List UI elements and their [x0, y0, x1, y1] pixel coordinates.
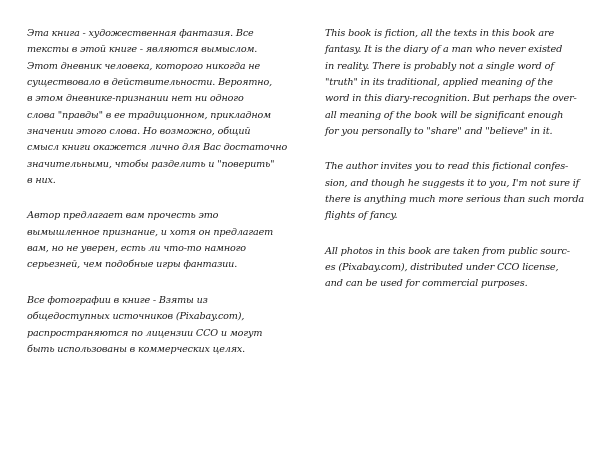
left-paragraph-author-invitation: Автор предлагает вам прочесть это вымышленное признание, и хотя он предлагает вам, но не уверен, есть ли что-то намного серьезней, чем подобные игры фантазии. — [27, 210, 274, 271]
right-paragraph-photo-license: All photos in this book are taken from public sourc- es (Pixabay.com), distributed under CCO license, and can be used for commercial purposes. — [325, 245, 570, 290]
right-paragraph-author-invitation: The author invites you to read this fictional confes- sion, and though he suggests it to you, I'm not sure if there is anything much more serious than such morda flights of fancy. — [325, 161, 585, 222]
left-page-russian — [27, 26, 295, 377]
right-page-english — [325, 26, 587, 312]
left-paragraph-fiction-notice: Эта книга - художественная фантазия. Все тексты в этой книге - являются вымыслом. Этот дневник человека, которого никогда не существовало в действительности. Вероятно, в этом дневнике-признании нет ни одного слова "правды" в ее традиционном, прикладном значении этого слова. Но возможно, общий смысл книги окажется лично для Вас достаточно значительными, чтобы разделить и "поверить" в них. — [27, 28, 288, 187]
left-paragraph-photo-license: Все фотографии в книге - Взяты из общедоступных источников (Pixabay.com), распространяются по лицензии CCO и могут быть использованы в коммерческих целях. — [27, 294, 263, 355]
right-paragraph-fiction-notice: This book is fiction, all the texts in this book are fantasy. It is the diary of a man who never existed in reality. There is probably not a single word of "truth" in its traditional, applied meaning of the word in this diary-recognition. But perhaps the over- all meaning of the book will be significant enough for you personally to "share" and "believe" in it. — [325, 28, 577, 138]
